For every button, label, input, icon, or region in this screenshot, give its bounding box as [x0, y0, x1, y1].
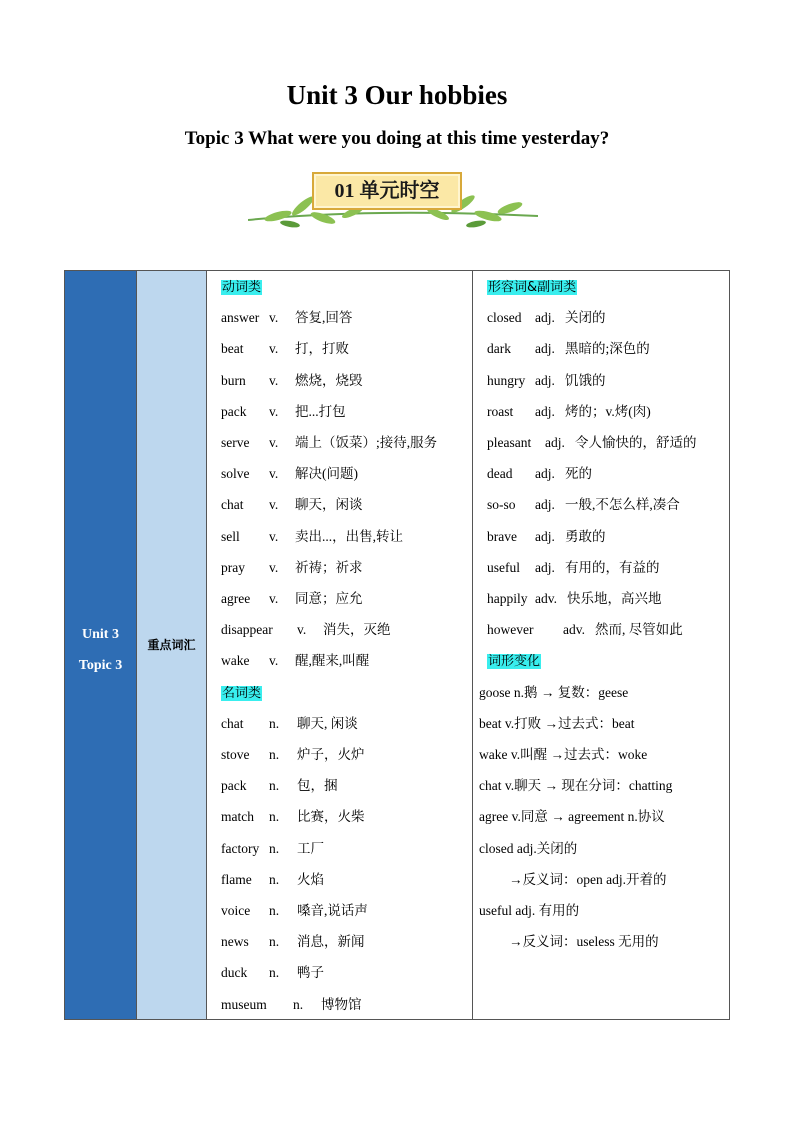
vocab-word: pack: [221, 403, 247, 419]
part-of-speech: adj.: [535, 341, 555, 357]
vocab-meaning: 勇敢的: [565, 528, 606, 544]
vocab-word: closed: [487, 310, 522, 326]
vocab-entry: [221, 708, 358, 739]
vocab-word: beat: [221, 341, 244, 357]
vocab-meaning: 祈祷；祈求: [295, 559, 363, 575]
part-of-speech: adj.: [535, 466, 555, 482]
unit-name: Unit 3: [82, 627, 119, 642]
vocab-meaning: 把...打包: [295, 403, 346, 419]
word-form-entry: agree v.同意 → agreement n.协议: [479, 809, 665, 825]
vocab-word: factory: [221, 840, 260, 856]
vocab-word: dead: [487, 466, 513, 482]
vocab-word: solve: [221, 466, 250, 482]
part-of-speech: adj.: [535, 559, 555, 575]
part-of-speech: adj.: [535, 497, 555, 513]
vocab-entry: [221, 489, 363, 520]
part-of-speech: adj.: [535, 372, 555, 388]
nouns-heading: [221, 677, 262, 708]
section-banner: [248, 168, 538, 232]
vocab-entry: [221, 645, 369, 676]
vocab-entry: [221, 833, 324, 864]
vocab-word: useful: [487, 559, 520, 575]
word-forms-heading-text: 词形变化: [488, 654, 541, 670]
unit-column: [65, 271, 137, 1019]
vocab-entry: [221, 989, 362, 1020]
vocab-word: roast: [487, 403, 514, 419]
vocab-meaning: 燃烧，烧毁: [295, 372, 363, 388]
verbs-nouns-column: [207, 271, 473, 1019]
part-of-speech: n.: [269, 747, 280, 762]
vocab-entry: [221, 614, 391, 645]
adjectives-heading: [487, 271, 577, 302]
vocab-word: pack: [221, 778, 247, 794]
word-form-entry: wake v.叫醒 →过去式：woke: [479, 747, 648, 762]
vocab-word: stove: [221, 747, 250, 762]
part-of-speech: v.: [297, 622, 307, 638]
page-title: Unit 3 Our hobbies: [286, 80, 508, 110]
vocab-entry: [487, 458, 592, 489]
section-badge: [312, 172, 462, 210]
part-of-speech: v.: [269, 528, 279, 544]
vocab-entry: [487, 333, 650, 364]
adjectives-forms-column: [473, 271, 729, 1019]
part-of-speech: v.: [269, 591, 279, 606]
word-form-entry: beat v.打败 →过去式：beat: [479, 715, 635, 731]
unit-label: [65, 619, 136, 681]
vocab-word: sell: [221, 528, 240, 544]
vocab-entry: [487, 521, 606, 552]
part-of-speech: n.: [293, 996, 304, 1012]
vocab-word: chat: [221, 715, 244, 731]
vocab-word: museum: [221, 996, 267, 1012]
part-of-speech: n.: [269, 778, 280, 794]
vocab-entry: [487, 614, 683, 645]
part-of-speech: adv.: [535, 591, 557, 606]
category-label: 重点词汇: [147, 638, 196, 652]
vocab-entry: [221, 396, 346, 427]
vocab-entry: [221, 552, 363, 583]
part-of-speech: n.: [269, 871, 280, 887]
vocab-entry: [221, 365, 363, 396]
vocab-meaning: 鸭子: [297, 965, 324, 981]
vocab-entry: [487, 302, 606, 333]
part-of-speech: n.: [269, 934, 280, 950]
vocab-meaning: 然而, 尽管如此: [595, 622, 683, 638]
vocab-meaning: 同意；应允: [295, 591, 363, 606]
part-of-speech: v.: [269, 559, 279, 575]
vocab-word: chat: [221, 497, 244, 513]
word-form-entry: chat v.聊天 → 现在分词：chatting: [479, 778, 673, 794]
page-subtitle: Topic 3 What were you doing at this time yesterday?: [184, 128, 610, 149]
vocab-meaning: 博物馆: [321, 996, 362, 1012]
vocab-word: pray: [221, 559, 245, 575]
vocab-entry: [221, 333, 349, 364]
topic-name: Topic 3: [78, 658, 123, 673]
part-of-speech: n.: [269, 903, 280, 918]
vocab-entry: [487, 583, 662, 614]
vocab-entry: [221, 302, 352, 333]
vocab-meaning: 打，打败: [295, 341, 349, 357]
part-of-speech: v.: [269, 435, 279, 450]
word-form-entry: useful adj. 有用的: [479, 903, 580, 918]
word-form-entry: →反义词：useless 无用的: [509, 934, 659, 950]
part-of-speech: v.: [269, 310, 279, 326]
vocab-meaning: 烤的；v.烤(肉): [565, 403, 651, 419]
word-form-entry: →反义词：open adj.开着的: [509, 871, 667, 887]
part-of-speech: adv.: [563, 622, 585, 638]
vocab-word: however: [487, 622, 534, 638]
vocab-meaning: 有用的，有益的: [565, 559, 660, 575]
vocab-word: match: [221, 809, 254, 825]
verbs-heading: [221, 271, 262, 302]
vocab-meaning: 比赛，火柴: [297, 809, 365, 825]
vocab-entry: [221, 739, 365, 770]
vocab-word: burn: [221, 372, 246, 388]
category-column: [137, 271, 207, 1019]
vocab-meaning: 聊天, 闲谈: [297, 715, 358, 731]
vocab-entry: [221, 957, 324, 988]
part-of-speech: adj.: [545, 435, 565, 450]
word-form-entry: goose n.鹅 → 复数：geese: [479, 684, 629, 700]
part-of-speech: v.: [269, 653, 279, 669]
part-of-speech: v.: [269, 341, 279, 357]
vocab-meaning: 工厂: [297, 840, 324, 856]
vocab-meaning: 嗓音,说话声: [297, 903, 368, 918]
vocab-entry: [221, 770, 338, 801]
vocabulary-table: [64, 270, 730, 1020]
vocab-entry: [221, 801, 365, 832]
vocab-meaning: 答复,回答: [295, 310, 353, 326]
vocab-word: duck: [221, 965, 248, 981]
part-of-speech: adj.: [535, 403, 555, 419]
section-badge-label: 01 单元时空: [334, 180, 440, 202]
vocab-meaning: 饥饿的: [565, 372, 606, 388]
vocab-meaning: 快乐地，高兴地: [567, 591, 662, 606]
vocab-word: voice: [221, 903, 251, 918]
vocab-meaning: 包，捆: [297, 778, 338, 794]
part-of-speech: v.: [269, 403, 279, 419]
vocab-entry: [221, 864, 324, 895]
vocab-word: serve: [221, 435, 250, 450]
vocab-entry: [487, 489, 680, 520]
part-of-speech: v.: [269, 372, 279, 388]
part-of-speech: adj.: [535, 310, 555, 326]
vocab-word: pleasant: [487, 435, 532, 450]
vocab-meaning: 消失，灭绝: [323, 622, 391, 638]
vocab-entry: [487, 552, 660, 583]
vocab-meaning: 黑暗的;深色的: [565, 341, 650, 357]
vocab-word: disappear: [221, 622, 273, 638]
vocab-meaning: 炉子，火炉: [297, 747, 365, 762]
part-of-speech: v.: [269, 497, 279, 513]
word-forms-heading: [487, 645, 541, 676]
vocab-meaning: 解决(问题): [295, 466, 358, 482]
vocab-entry: [221, 521, 403, 552]
nouns-heading-text: 名词类: [222, 685, 262, 701]
vocab-entry: [221, 895, 368, 926]
vocab-meaning: 消息，新闻: [297, 934, 365, 950]
part-of-speech: n.: [269, 809, 280, 825]
part-of-speech: n.: [269, 965, 280, 981]
vocab-meaning: 令人愉快的，舒适的: [575, 435, 697, 450]
vocab-meaning: 聊天，闲谈: [295, 497, 363, 513]
vocab-word: happily: [487, 591, 528, 606]
vocab-entry: [487, 427, 697, 458]
vocab-word: agree: [221, 591, 251, 606]
part-of-speech: n.: [269, 715, 280, 731]
vocab-word: wake: [221, 653, 250, 669]
vocab-entry: [487, 396, 651, 427]
vocab-word: news: [221, 934, 249, 950]
vocab-word: hungry: [487, 372, 526, 388]
vocab-meaning: 关闭的: [565, 310, 606, 326]
vocab-word: flame: [221, 871, 252, 887]
word-form-entry: closed adj.关闭的: [479, 840, 578, 856]
vocab-entry: [221, 583, 363, 614]
vocab-meaning: 卖出...，出售,转让: [295, 528, 403, 544]
vocab-meaning: 死的: [565, 466, 592, 482]
adjectives-heading-text: 形容词&副词类: [488, 280, 577, 295]
part-of-speech: v.: [269, 466, 279, 482]
part-of-speech: n.: [269, 840, 280, 856]
vocab-word: brave: [487, 528, 517, 544]
vocab-entry: [221, 926, 365, 957]
vocab-entry: [221, 427, 437, 458]
vocab-entry: [487, 365, 606, 396]
vocab-word: answer: [221, 310, 260, 326]
verbs-heading-text: 动词类: [222, 280, 262, 295]
vocab-meaning: 醒,醒来,叫醒: [295, 653, 370, 669]
vocab-meaning: 端上（饭菜）;接待,服务: [295, 435, 438, 450]
vocab-word: dark: [487, 341, 511, 357]
vocab-entry: [221, 458, 358, 489]
vocab-meaning: 一般,不怎么样,凑合: [565, 497, 680, 513]
vocab-meaning: 火焰: [297, 871, 324, 887]
vocab-word: so-so: [487, 497, 516, 513]
part-of-speech: adj.: [535, 528, 555, 544]
